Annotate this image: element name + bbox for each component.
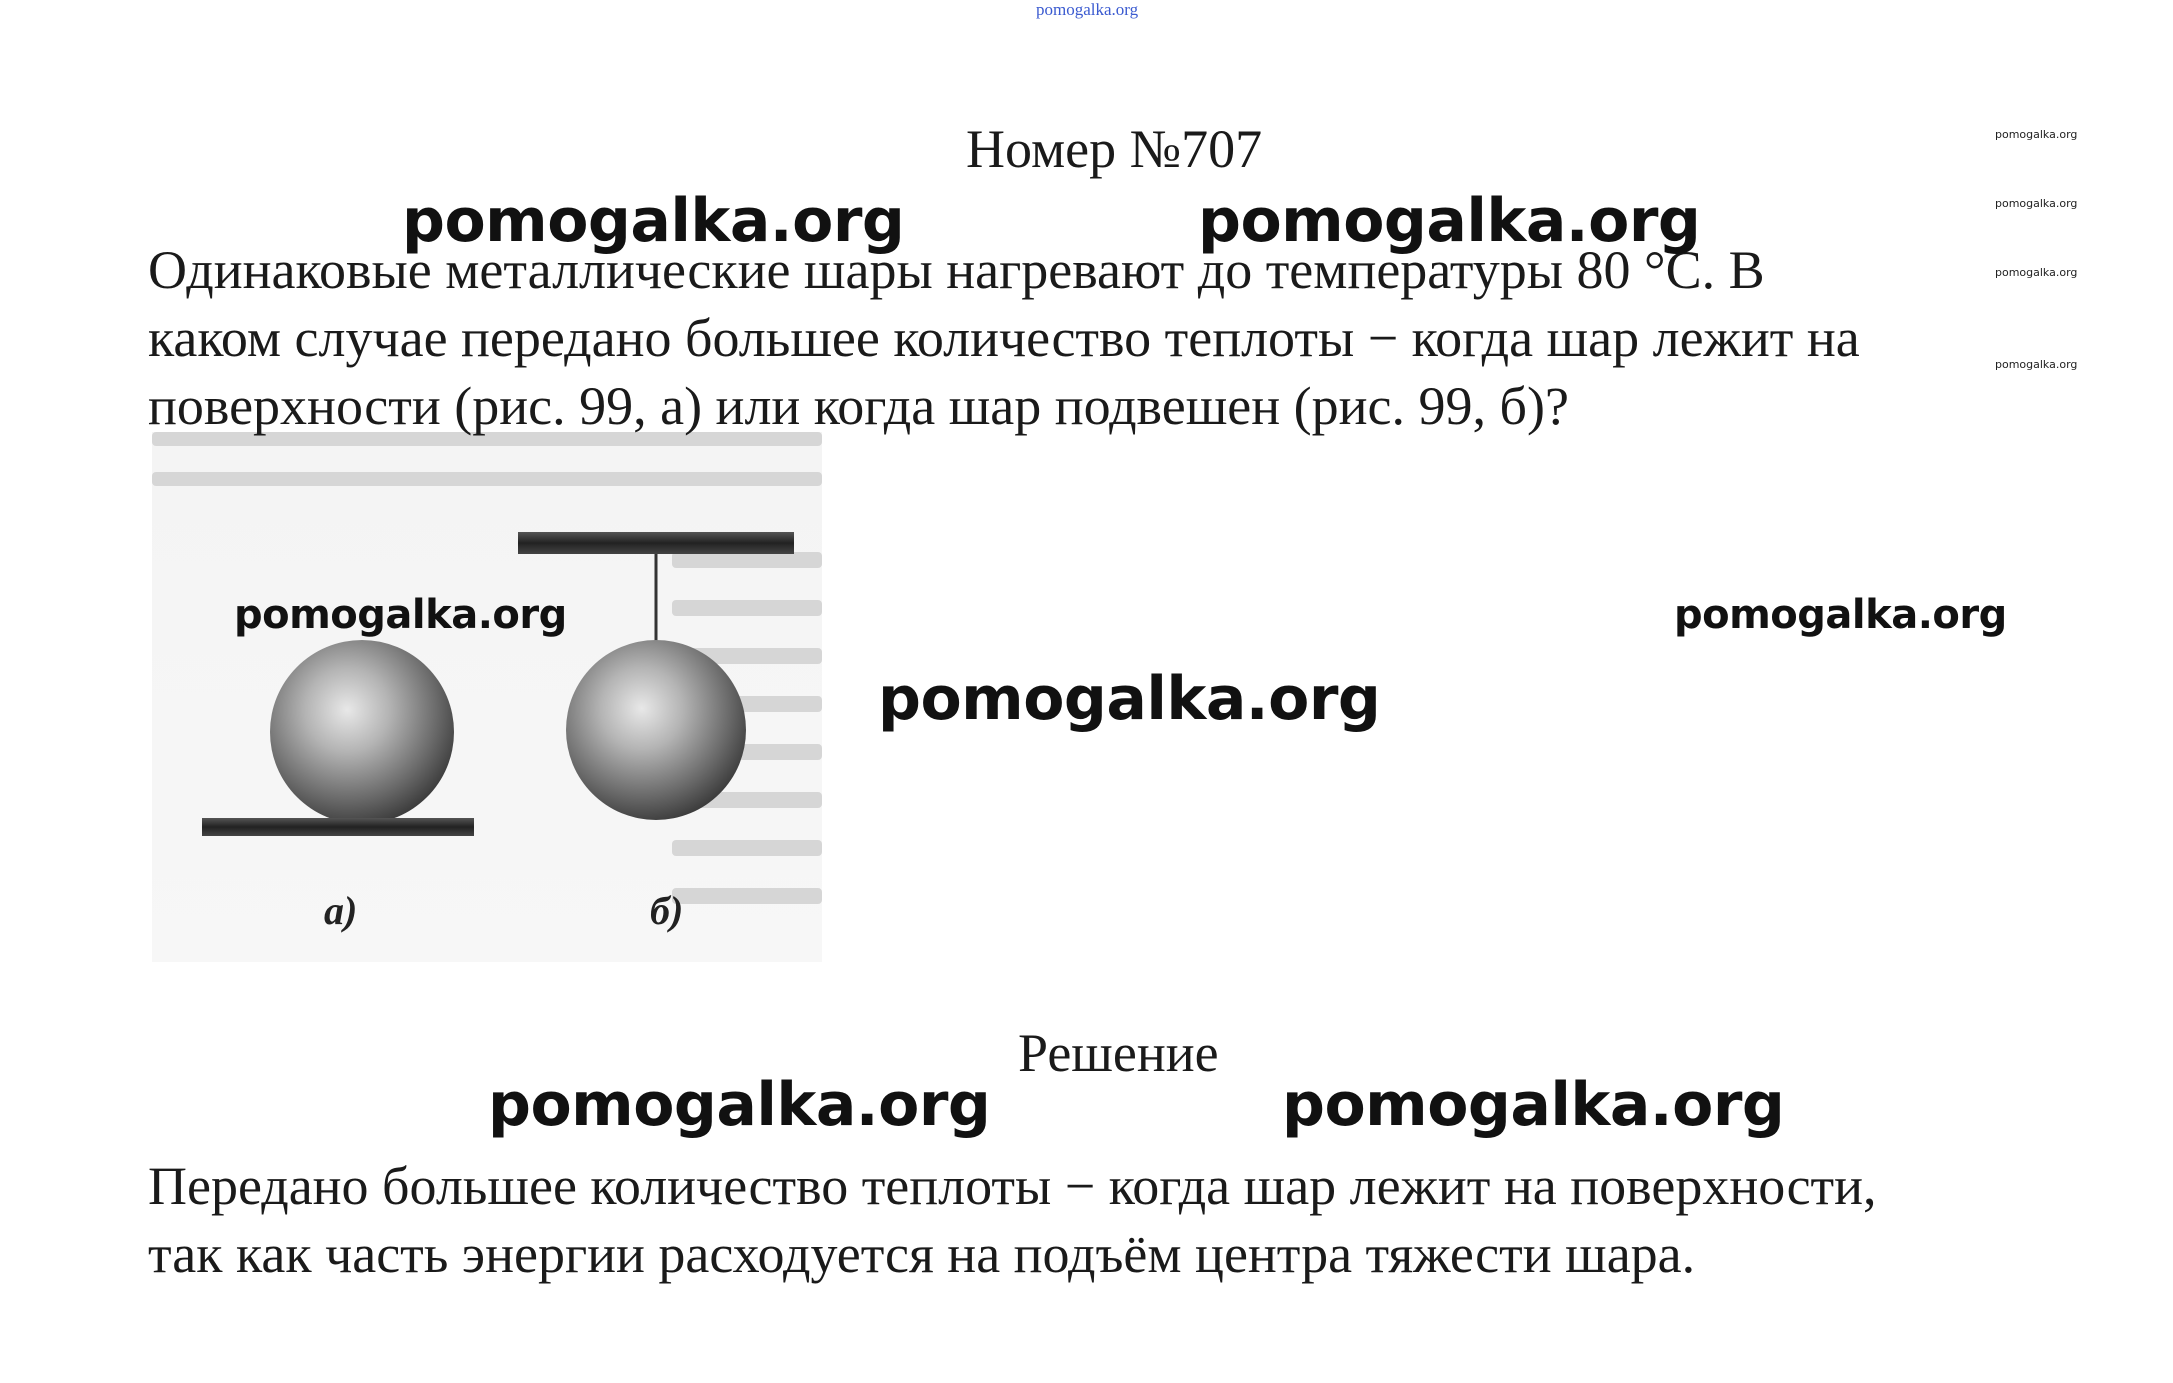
watermark: pomogalka.org <box>488 1070 991 1140</box>
watermark: pomogalka.org <box>1282 1070 1785 1140</box>
balls-illustration <box>152 432 822 962</box>
surface-a <box>202 818 474 836</box>
side-watermark: pomogalka.org <box>1995 128 2078 141</box>
ball-a <box>270 640 454 824</box>
solution-text <box>148 1152 1877 1288</box>
ball-b <box>566 640 746 820</box>
figure-label-a: а) <box>324 888 358 933</box>
solution-line: Передано большее количество теплоты − когда шар лежит на поверхности, <box>148 1156 1877 1216</box>
side-watermark: pomogalka.org <box>1995 266 2078 279</box>
solution-heading: Решение <box>1018 1023 1219 1083</box>
problem-line: Одинаковые металлические шары нагревают до температуры 80 °С. В <box>148 240 1765 300</box>
figure-label-b: б) <box>650 888 684 933</box>
watermark: pomogalka.org <box>1674 592 2007 638</box>
problem-line: каком случае передано большее количество теплоты − когда шар лежит на <box>148 308 1860 368</box>
watermark: pomogalka.org <box>234 592 567 638</box>
watermark: pomogalka.org <box>1198 186 1701 256</box>
ceiling-b <box>518 532 794 554</box>
solution-line: так как часть энергии расходуется на подъём центра тяжести шара. <box>148 1224 1696 1284</box>
problem-text <box>148 236 1860 440</box>
problem-line: поверхности (рис. 99, а) или когда шар подвешен (рис. 99, б)? <box>148 376 1569 436</box>
top-watermark: pomogalka.org <box>1036 0 1139 19</box>
watermark: pomogalka.org <box>402 186 905 256</box>
page-title: Номер №707 <box>966 119 1263 179</box>
side-watermark: pomogalka.org <box>1995 197 2078 210</box>
watermark: pomogalka.org <box>878 664 1381 734</box>
figure-99 <box>152 432 822 962</box>
side-watermark: pomogalka.org <box>1995 358 2078 371</box>
